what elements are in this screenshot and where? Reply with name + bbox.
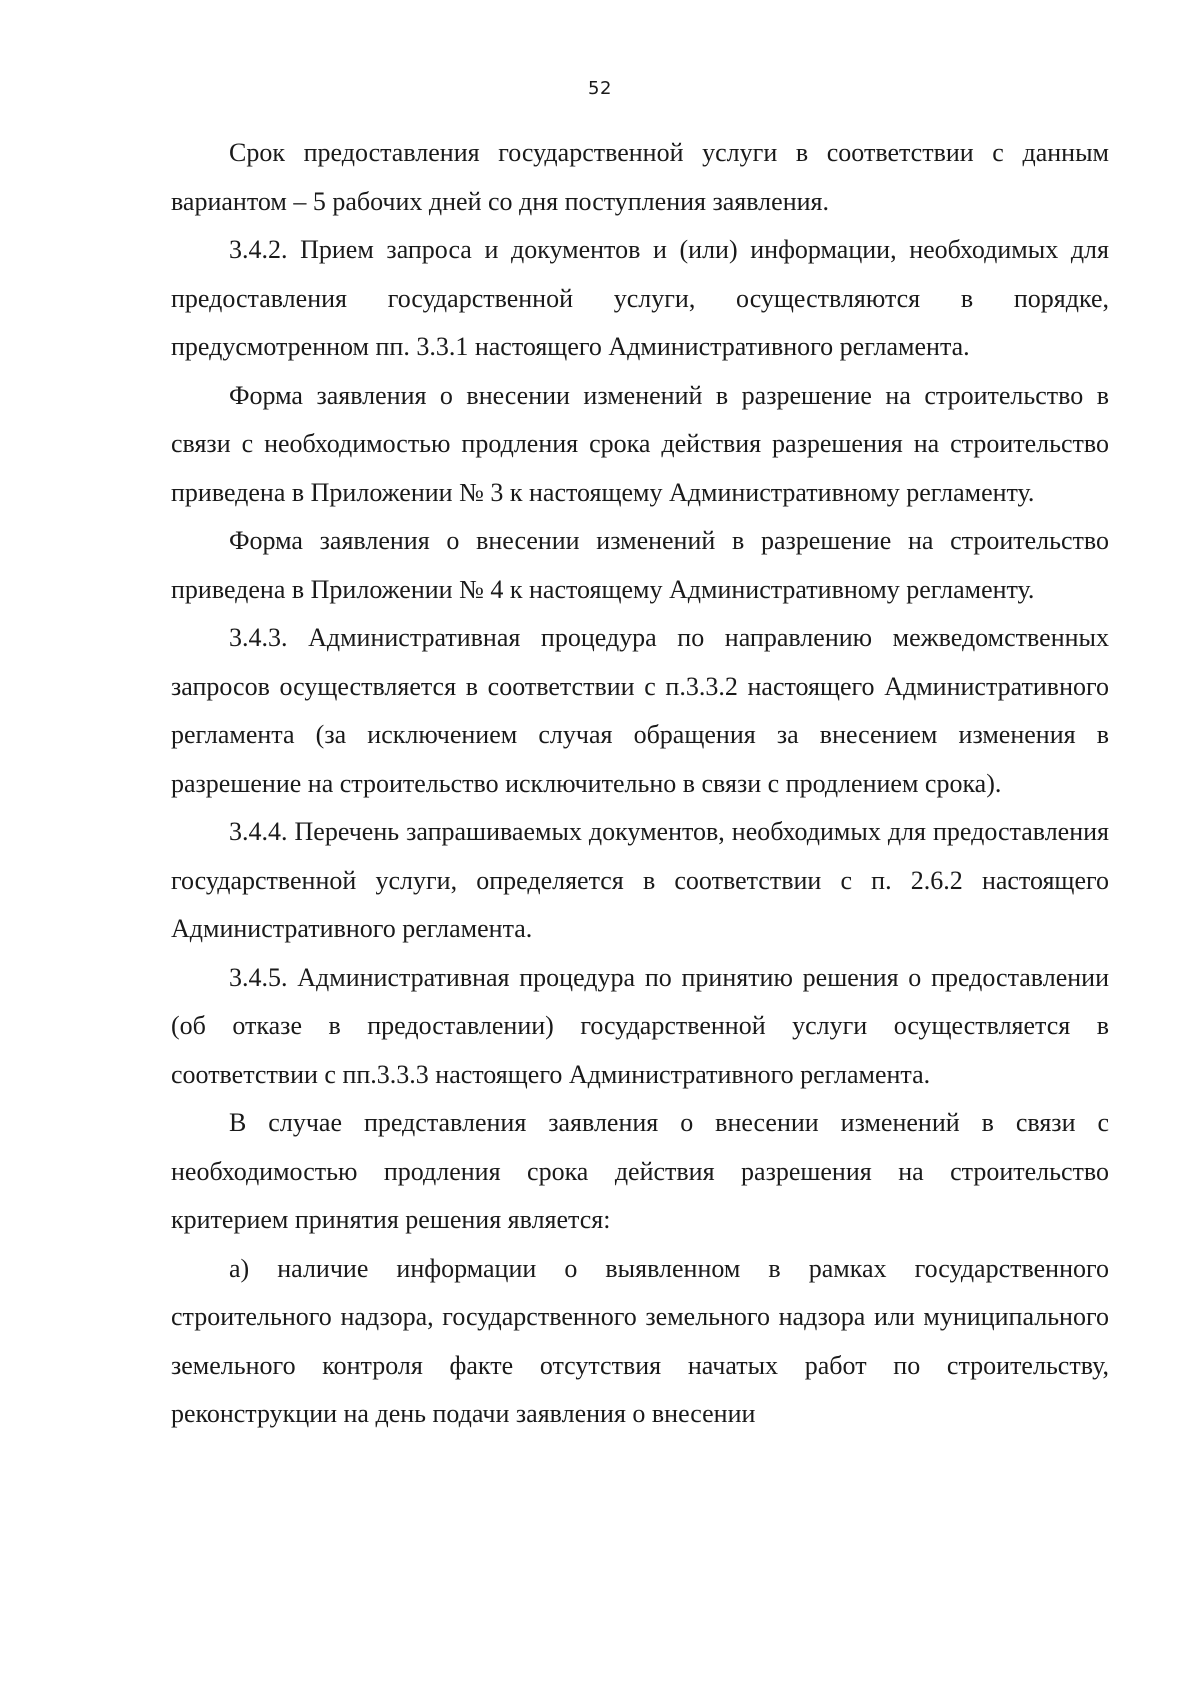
paragraph-form-appendix-4: Форма заявления о внесении изменений в разрешение на строительство приведена в Приложении № 4 к настоящему Административному регламенту. [171,526,1109,604]
paragraph-3-4-5: 3.4.5. Административная процедура по принятию решения о предоставлении (об отказе в предоставлении) государственной услуги осуществляется в соответствии с пп.3.3.3 настоящего Административного регламента. [171,962,1109,1089]
paragraph-service-term: Срок предоставления государственной услуги в соответствии с данным вариантом – 5 рабочих дней со дня поступления заявления. [171,138,1109,216]
paragraph-3-4-4: 3.4.4. Перечень запрашиваемых документов, необходимых для предоставления государственной услуги, определяется в соответствии с п. 2.6.2 настоящего Административного регламента. [171,817,1109,943]
paragraph-3-4-2: 3.4.2. Прием запроса и документов и (или) информации, необходимых для предоставления государственной услуги, осуществляются в порядке, предусмотренном пп. 3.3.1 настоящего Административного регламента. [171,235,1109,361]
page-number: 52 [588,78,612,99]
paragraph-item-a: а) наличие информации о выявленном в рамках государственного строительного надзора, государственного земельного надзора или муниципального земельного контроля факте отсутствия начатых работ по строительству, реконструкции на день подачи заявления о внесении [171,1253,1109,1428]
paragraph-decision-criterion: В случае представления заявления о внесении изменений в связи с необходимостью продления срока действия разрешения на строительство критерием принятия решения является: [171,1108,1109,1234]
paragraph-form-appendix-3: Форма заявления о внесении изменений в разрешение на строительство в связи с необходимостью продления срока действия разрешения на строительство приведена в Приложении № 3 к настоящему Административному регламенту. [171,380,1109,507]
paragraph-3-4-3: 3.4.3. Административная процедура по направлению межведомственных запросов осуществляется в соответствии с п.3.3.2 настоящего Административного регламента (за исключением случая обращения за внесением изменения в разрешение на строительство исключительно в связи с продлением срока). [171,623,1109,798]
document-body [171,129,1109,1439]
